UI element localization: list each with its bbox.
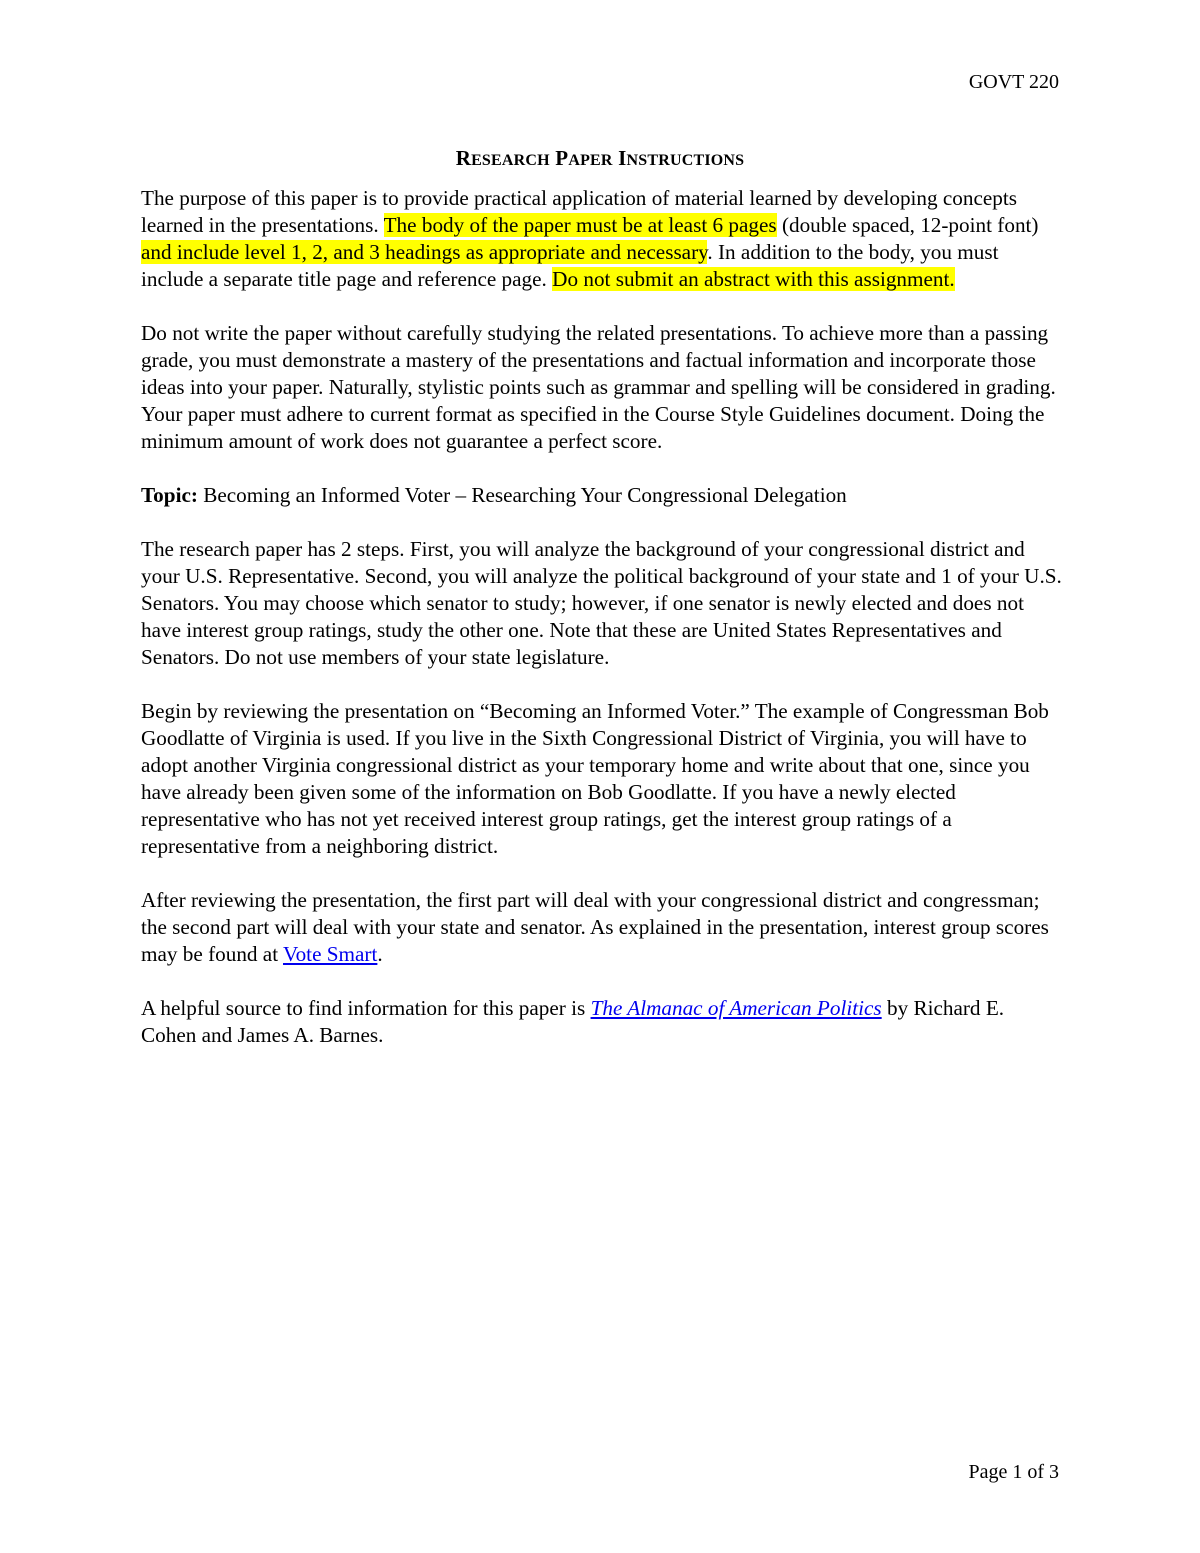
parts-paragraph	[141, 887, 1063, 968]
topic-text: Becoming an Informed Voter – Researching Your Congressional Delegation	[197, 483, 847, 507]
topic-label: Topic:	[141, 483, 198, 507]
highlight-headings-requirement: and include level 1, 2, and 3 headings as appropriate and necessary	[141, 240, 708, 264]
title-cap-3: I	[618, 146, 627, 170]
title-rest-1: ESEARCH	[471, 152, 550, 169]
steps-paragraph: The research paper has 2 steps. First, you will analyze the background of your congressional district and your U.S. Representative. Second, you will analyze the political background of your state and 1 of your U.S. Senators. You may choose which senator to study; however, if one senator is newly elected and does not have interest group ratings, study the other one. Note that these are United States Representatives and Senators. Do not use members of your state legislature.	[141, 537, 1062, 669]
document-body	[141, 185, 1063, 1076]
source-end: by Richard E. Cohen and James A. Barnes.	[141, 996, 1005, 1047]
parts-end: .	[377, 942, 383, 966]
document-title	[141, 145, 1059, 174]
purpose-text-3: . In addition to the body, you must include a separate title page and reference page.	[141, 240, 999, 291]
title-cap-2: P	[555, 146, 569, 170]
source-text: A helpful source to find information for this paper is	[141, 996, 591, 1020]
study-paragraph: Do not write the paper without carefully studying the related presentations. To achieve more than a passing grade, you must demonstrate a mastery of the presentations and factual information and incorporate those ideas into your paper. Naturally, stylistic points such as grammar and spelling will be considered in grading. Your paper must adhere to current format as specified in the Course Style Guidelines document. Doing the minimum amount of work does not guarantee a perfect score.	[141, 321, 1056, 453]
page-footer: Page 1 of 3	[968, 1461, 1059, 1483]
purpose-text-1: The purpose of this paper is to provide practical application of material learned by developing concepts learned in the presentations.	[141, 186, 1018, 237]
example-paragraph: Begin by reviewing the presentation on “Becoming an Informed Voter.” The example of Congressman Bob Goodlatte of Virginia is used. If you live in the Sixth Congressional District of Virginia, you will have to adopt another Virginia congressional district as your temporary home and write about that one, since you have already been given some of the information on Bob Goodlatte. If you have a newly elected representative who has not yet received interest group ratings, get the interest group ratings of a representative from a neighboring district.	[141, 699, 1049, 858]
title-cap-1: R	[455, 146, 472, 170]
purpose-paragraph	[141, 185, 1063, 293]
page-header: GOVT 220	[968, 71, 1059, 93]
vote-smart-link[interactable]: Vote Smart	[283, 942, 378, 966]
highlight-page-requirement: The body of the paper must be at least 6 pages	[383, 213, 777, 237]
title-rest-2: APER	[568, 152, 613, 169]
parts-text: After reviewing the presentation, the first part will deal with your congressional district and congressman; the second part will deal with your state and senator. As explained in the presentation, interest group scores may be found at	[141, 888, 1049, 966]
source-paragraph	[141, 995, 1063, 1049]
topic-paragraph	[141, 482, 1063, 509]
purpose-text-2: (double spaced, 12-point font)	[776, 213, 1039, 237]
title-rest-3: NSTRUCTIONS	[626, 152, 745, 169]
highlight-abstract-note: Do not submit an abstract with this assignment.	[552, 267, 955, 291]
almanac-link[interactable]: The Almanac of American Politics	[590, 996, 882, 1020]
